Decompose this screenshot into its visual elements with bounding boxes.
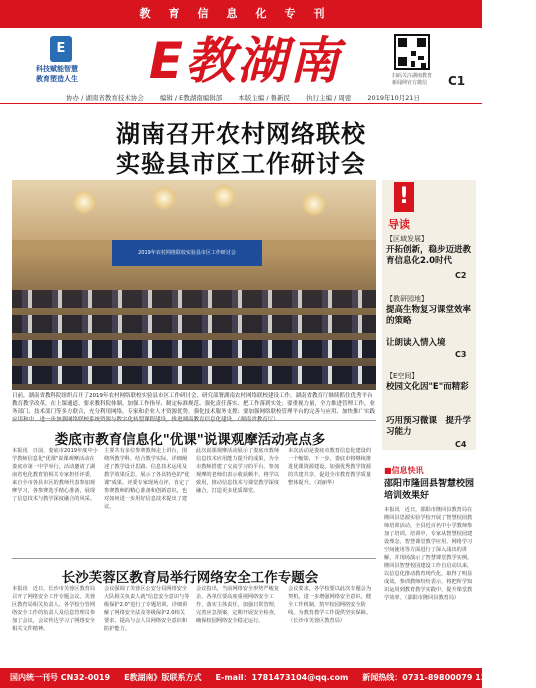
- divider: [12, 420, 376, 421]
- news-flash-title[interactable]: 邵阳市隆回县智慧校园培训效果好: [384, 479, 475, 501]
- story2-col3: 会议指出，当前网络安全形势严峻复杂，各单位要高度重视网络安全工作，落实主体责任，加强日常管理，完善应急预案，定期开展安全检查，确保校园网络安全稳定运行。: [196, 586, 280, 624]
- story1-col2: 主要共有多位参赛教师走上讲台，围绕所教学科，结合教学实际，详细阐述了教学设计思路、信息技术运用及教学效果反思，展示了各具特色的"优课"成果。评委专家现场点评，肯定了参赛教师的精心准备和创新意识，也对如何进一步用好信息技术提出了建议。: [104, 448, 190, 510]
- masthead-strip-text: 教育信息化专刊: [139, 7, 343, 20]
- section-page: C3: [455, 350, 467, 359]
- footer-email[interactable]: E-mail：1781473104@qq.com: [215, 673, 349, 682]
- story1-title[interactable]: 娄底市教育信息化"优课"说课观摩活动亮点多: [54, 432, 326, 448]
- info-bar: [0, 92, 482, 104]
- exec-editor: 执行主编 / 周密: [306, 94, 352, 102]
- section-label: 【E空间】: [386, 372, 419, 380]
- footer-brand: E教湖南》版联系方式: [124, 673, 202, 682]
- section-page: C2: [455, 271, 467, 280]
- headline-line-1: 湖南召开农村网络联校: [116, 120, 366, 148]
- chief-editor: 本版主编 / 鲁新民: [238, 94, 291, 102]
- story1-col3: 此次说课观摩活动展示了娄底市教师信息技术应用能力提升的成果，为全市教师搭建了交流学习的平台。参加观摩的老师们表示收获颇丰，将学以致用，推动信息技术与课堂教学深度融合，打造更多优质课堂。: [196, 448, 280, 494]
- news-flash-heading: ■信息快讯: [384, 466, 424, 475]
- masthead-title: E教湖南: [148, 32, 342, 90]
- qr-code-icon: [394, 34, 430, 70]
- section-title[interactable]: 校园文化因"E"而精彩: [386, 382, 469, 392]
- headline-line-2: 实验县市区工作研讨会: [116, 150, 366, 178]
- qr-caption-1: 扫码关注湖南教育: [392, 73, 433, 79]
- section-title[interactable]: 开拓创新，稳步迈进教育信息化2.0时代: [386, 245, 472, 266]
- logo-icon: E: [50, 36, 72, 62]
- section-label: 【区域发展】: [386, 235, 428, 243]
- photo-caption: 日前，湖南省教科院组织召开了2019年农村网络联校实验县市区工作研讨会，研究部署湖南农村网络联校建设工作。湖南省教育厅继续抓住优秀平台教育教学改革，在上课通道、要求教科院体制、加强工作指导、制定标准规范、强化责任落实、把工作落到实处；要重视力量，全力推进管理工作，业务部门、技术部门等多方联合，充分利用网络，专家和企业人才资源优势，强化技术服务支撑；要加强网络联校管理平台的完善与应用、加快推广实践: [12, 393, 376, 415]
- issue-date: 2019年10月21日: [367, 94, 421, 102]
- footer-bar: [0, 668, 536, 688]
- section-title[interactable]: 巧用预习微课 提升学习能力: [386, 416, 472, 437]
- guide-title: 导读: [388, 218, 410, 231]
- story2-col2: 会议强调了芙蓉区公安分局网络安全大队相关负责人就"信息安全意识与等级保护2.0"进行了专题培训，详细讲解了网络安全法及等级保护2.0相关要求，提高与会人员网络安全意识和防护能力。: [104, 586, 190, 632]
- exclamation-icon: !: [394, 182, 414, 212]
- story2-col1: 本报讯 近日，长沙市芙蓉区教育局召开了网络安全工作专题会议。芙蓉区教育局相关负责人、各学校分管网络安全工作的负责人及信息管理员参加了会议，会议传达学习了网络安全相关文件精神。: [12, 586, 96, 632]
- story2-title[interactable]: 长沙芙蓉区教育局举行网络安全工作专题会: [61, 570, 319, 586]
- story1-col4: 本次活动是娄底市教育信息化建设的一个缩影，下一步，娄底市将继续推进优课资源建设，加强优秀教学资源的共建共享，促进全市教育教学质量整体提升。（刘丽华）: [288, 448, 372, 486]
- sponsor: 协办 / 湖南省教育技术协会: [66, 94, 144, 102]
- logo-line-1: 科技赋能智慧: [36, 65, 78, 73]
- story2-col4: 会议要求，各学校要以此次专题会为契机，进一步增强网络安全意识，健全工作机制，筑牢校园网络安全防线，为教育教学工作提供坚实保障。（长沙市芙蓉区教育局）: [288, 586, 372, 624]
- logo-line-2: 教育塑造人生: [36, 75, 78, 83]
- news-flash-body: 本报讯 近日，邵阳市隆回县教育局在隆回县思源实验学校开展了智慧校园教师培训活动。全县近百名中小学教师参加了培训。培训中，专家从智慧校园建设理念、智慧课堂教学应用、网络学习空间使用等方面进行了深入浅出的讲解，并现场演示了智慧课堂教学实例。隆回县智慧校园建设工作自启动以来，以信息化推动教育现代化，取得了明显成效。参训教师纷纷表示，将把所学知识运用到教育教学实践中，提升课堂教学效率。（邵阳市隆回县教育局）: [384, 507, 473, 601]
- section-label: 【教研园地】: [386, 295, 428, 303]
- section-title[interactable]: 提高生物复习课堂效率的策略: [386, 305, 472, 326]
- divider: [12, 558, 376, 559]
- footer-cn: 国内统一刊号 CN32-0019: [10, 673, 111, 682]
- story1-col1: 本报讯 日前，娄底市2019年度中小学教师信息化"优课"说课观摩活动在娄底市第一中学举行。活动邀请了湖南省电化教育馆相关专家担任评委，来自全市各县市区的教师代表参加观摩学习，各参赛选手精心准备，展现了信息技术与教学深度融合的风采。: [12, 448, 98, 502]
- section-title[interactable]: 让朗读入情入境: [386, 338, 446, 348]
- footer-tel: 新闻热线：0731-89800079 13387318159: [362, 673, 536, 682]
- photo-banner: 2019年农村网络联校实验县市区工作研讨会: [112, 240, 262, 266]
- section-page: C4: [455, 440, 467, 449]
- editor: 编辑 / E教湖南编辑部: [159, 94, 223, 102]
- page-number: C1: [448, 74, 466, 88]
- conference-photo: [12, 180, 376, 390]
- qr-caption-2: 新闻网官方微信: [392, 80, 428, 86]
